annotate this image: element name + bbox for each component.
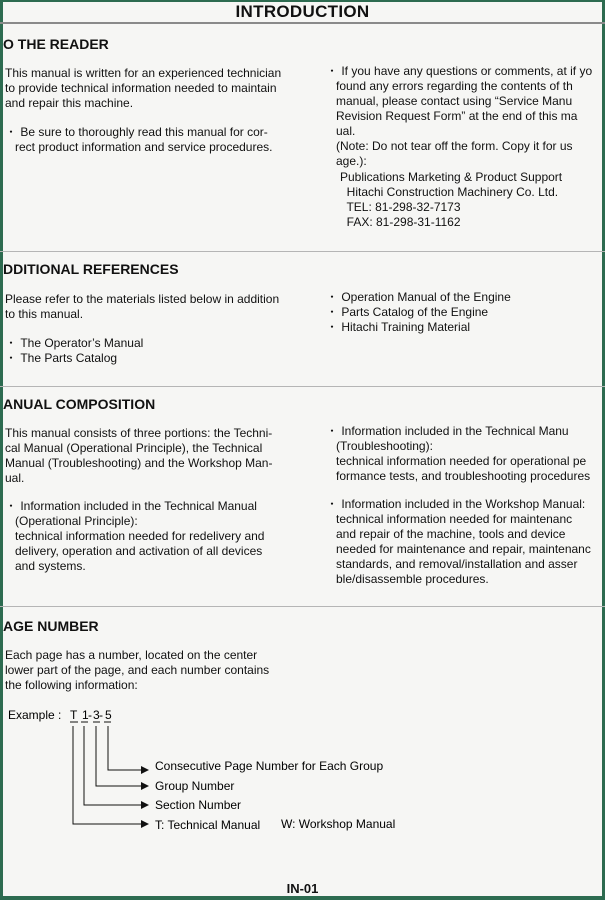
example-code xyxy=(70,708,112,722)
composition-intro: This manual consists of three portions: the Techni- cal Manual (Operational Principle), the Technical Manual (Troubleshooting) and the Workshop Man- ual. xyxy=(5,426,273,485)
section-rule xyxy=(0,606,605,607)
reader-contact-address: Publications Marketing & Product Support Hitachi Construction Machinery Co. Ltd. TEL: 81-298-32-7173 FAX: 81-298-31-1162 xyxy=(340,170,563,229)
code-group: 3 xyxy=(93,708,100,722)
reader-bullet-contact: ・ If you have any questions or comments, at if yo found any errors regarding the contents of th manual, please contact using “Service Manu Revision Request Form” at the end of this ma ual. (Note: Do not tear off the form. Copy it for us age.): xyxy=(326,64,593,168)
refs-intro: Please refer to the materials listed below in addition to this manual. xyxy=(5,292,280,321)
reader-intro: This manual is written for an experienced technician to provide technical information needed to maintain and repair this machine. xyxy=(5,66,282,110)
composition-bullet-op: ・ Information included in the Technical Manual (Operational Principle): technical information needed for redelivery and delivery, operation and activation of all devices and systems. xyxy=(5,499,265,573)
code-dash-2: - xyxy=(99,708,103,722)
refs-item-engine-manual: ・ Operation Manual of the Engine xyxy=(326,290,511,304)
legend-page: Consecutive Page Number for Each Group xyxy=(155,759,384,773)
code-page: 5 xyxy=(105,708,112,722)
heading-to-the-reader: O THE READER xyxy=(3,36,109,52)
title-rule xyxy=(0,22,605,24)
page-number-intro: Each page has a number, located on the center lower part of the page, and each number contains the following information: xyxy=(5,648,270,692)
legend-section: Section Number xyxy=(155,798,242,812)
page-title: INTRODUCTION xyxy=(235,2,370,21)
legend-group: Group Number xyxy=(155,779,235,793)
heading-page-number: AGE NUMBER xyxy=(3,618,99,634)
code-dash-1: - xyxy=(88,708,92,722)
heading-additional-references: DDITIONAL REFERENCES xyxy=(3,261,179,277)
example-label: Example : xyxy=(8,708,62,722)
composition-bullet-ws: ・ Information included in the Workshop Manual: technical information needed for maintenanc and repair of the machine, tools and device needed for maintenance and repair, maintenanc standards, and removal/installation and asser ble/disassemble procedures. xyxy=(326,497,591,586)
frame-bottom xyxy=(0,896,605,900)
code-prefix: T xyxy=(70,708,78,722)
refs-item-engine-catalog: ・ Parts Catalog of the Engine xyxy=(326,305,489,319)
refs-item-training: ・ Hitachi Training Material xyxy=(326,320,471,334)
legend-type-t: T: Technical Manual xyxy=(155,818,261,832)
heading-manual-composition: ANUAL COMPOSITION xyxy=(3,396,156,412)
section-rule xyxy=(0,386,605,387)
reader-bullet-1: ・ Be sure to thoroughly read this manual for cor- rect product information and service procedures. xyxy=(5,125,273,154)
composition-bullet-ts: ・ Information included in the Technical Manu (Troubleshooting): technical information needed for operational pe formance tests, and troubleshooting procedures xyxy=(326,424,591,483)
code-section: 1 xyxy=(82,708,89,722)
page-number: IN-01 xyxy=(286,881,319,896)
arrow-group xyxy=(96,726,148,786)
refs-item-operators-manual: ・ The Operator’s Manual xyxy=(5,336,144,350)
legend-type-w: W: Workshop Manual xyxy=(281,817,396,831)
refs-item-parts-catalog: ・ The Parts Catalog xyxy=(5,351,118,365)
arrow-page xyxy=(108,726,148,770)
section-rule xyxy=(0,251,605,252)
page-number-diagram xyxy=(0,700,605,840)
arrow-section xyxy=(84,726,148,805)
